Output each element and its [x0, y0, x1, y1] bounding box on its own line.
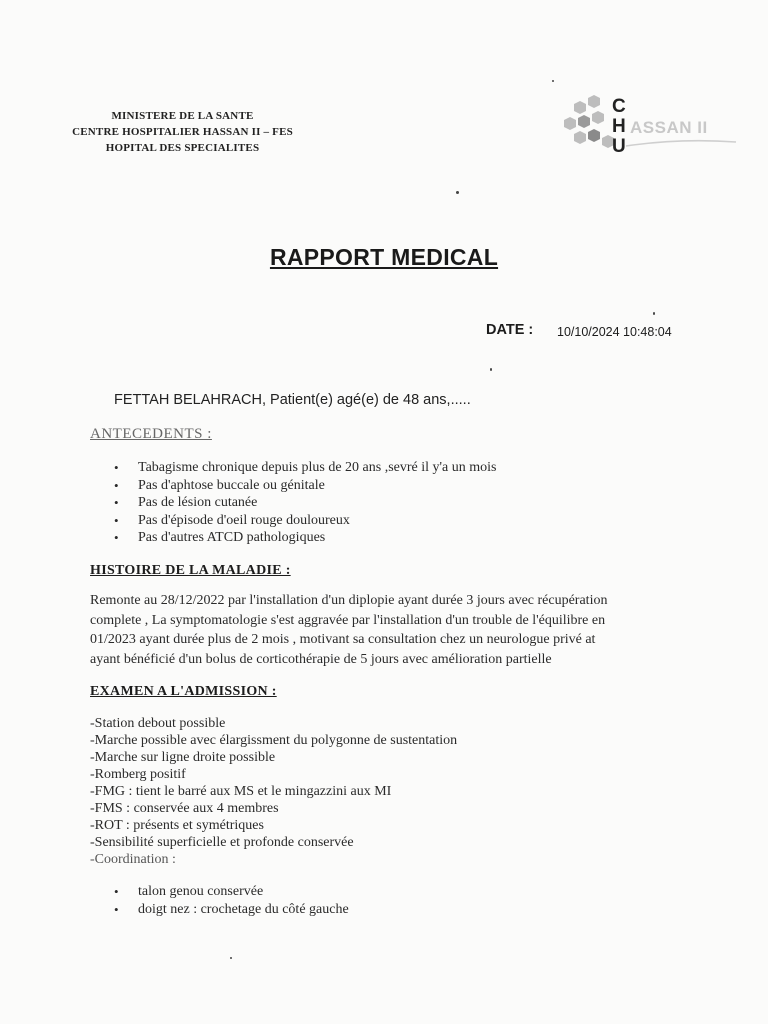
- examen-line: -Marche possible avec élargissment du polygonne de sustentation: [90, 733, 458, 748]
- logo-letter-c: C: [612, 96, 626, 117]
- ministry-line-1: MINISTERE DE LA SANTE: [111, 110, 254, 122]
- coordination-list: [114, 883, 349, 918]
- examen-line: -Marche sur ligne droite possible: [90, 750, 276, 765]
- examen-line: -Romberg positif: [90, 767, 186, 782]
- histoire-heading: HISTOIRE DE LA MALADIE :: [90, 563, 291, 578]
- scan-speck: [456, 191, 459, 194]
- logo-hassan-text: ASSAN II: [630, 118, 708, 137]
- histoire-line: complete , La symptomatologie s'est aggravée par l'installation d'un trouble de l'équilibre en: [90, 612, 606, 628]
- chu-hassan-logo: [560, 94, 740, 158]
- histoire-line: 01/2023 ayant durée plus de 2 mois , motivant sa consultation chez un neurologue privé at: [90, 632, 596, 647]
- logo-letter-h: H: [612, 116, 626, 137]
- list-item: • Pas d'autres ATCD pathologiques: [114, 529, 496, 547]
- examen-line: -Coordination :: [90, 852, 176, 867]
- scan-speck: [552, 80, 554, 82]
- list-item: • Pas d'épisode d'oeil rouge douloureux: [114, 512, 496, 530]
- scan-speck: [490, 368, 492, 371]
- list-item: • doigt nez : crochetage du côté gauche: [114, 901, 349, 919]
- examen-line: -FMS : conservée aux 4 membres: [90, 801, 279, 816]
- logo-letter-u: U: [612, 136, 626, 157]
- examen-line: -Sensibilité superficielle et profonde conservée: [90, 835, 354, 850]
- report-title: RAPPORT MEDICAL: [269, 244, 499, 270]
- scan-speck: [653, 312, 655, 315]
- date-value: 10/10/2024 10:48:04: [557, 325, 672, 339]
- patient-line: FETTAH BELAHRACH, Patient(e) agé(e) de 48 ans,.....: [114, 392, 471, 408]
- scan-speck: [230, 957, 232, 959]
- ministry-line-3: HOPITAL DES SPECIALITES: [105, 142, 260, 154]
- histoire-paragraph: [90, 591, 690, 669]
- examen-list: [90, 715, 457, 868]
- examen-line: -ROT : présents et symétriques: [90, 818, 264, 833]
- chu-hassan-logo-mark: [560, 94, 740, 158]
- list-item: • Pas de lésion cutanée: [114, 494, 496, 512]
- list-item: • Tabagisme chronique depuis plus de 20 ans ,sevré il y'a un mois: [114, 459, 496, 477]
- examen-heading: EXAMEN A L'ADMISSION :: [90, 684, 277, 699]
- antecedents-list: [114, 459, 496, 547]
- ministry-header: [40, 108, 325, 156]
- ministry-line-2: CENTRE HOSPITALIER HASSAN II – FES: [72, 126, 293, 138]
- antecedents-heading: ANTECEDENTS :: [90, 426, 212, 442]
- histoire-line: ayant bénéficié d'un bolus de corticothérapie de 5 jours avec amélioration partielle: [90, 651, 552, 667]
- list-item: • talon genou conservée: [114, 883, 349, 901]
- examen-line: -Station debout possible: [90, 716, 226, 731]
- list-item: • Pas d'aphtose buccale ou génitale: [114, 477, 496, 495]
- histoire-line: Remonte au 28/12/2022 par l'installation d'un diplopie ayant durée 3 jours avec récupération: [90, 593, 608, 608]
- examen-line: -FMG : tient le barré aux MS et le mingazzini aux MI: [90, 784, 392, 799]
- date-label: DATE :: [486, 322, 534, 338]
